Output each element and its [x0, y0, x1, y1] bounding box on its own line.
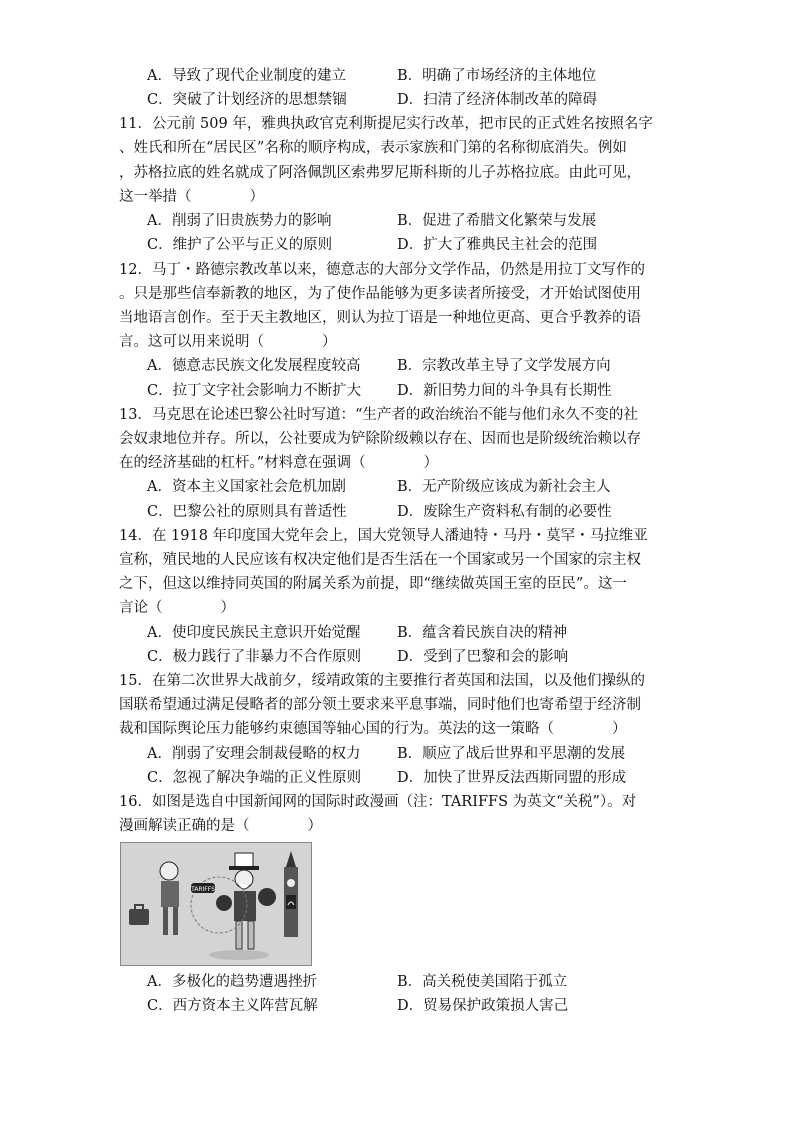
q12-option-d: D．新旧势力间的斗争具有长期性 — [397, 383, 612, 399]
q15-stem-line: 15．在第二次世界大战前夕，绥靖政策的主要推行者英国和法国，以及他们操纵的 — [119, 673, 645, 689]
q14-option-b: B．蕴含着民族自决的精神 — [397, 625, 568, 641]
q15-option-d: D．加快了世界反法西斯同盟的形成 — [397, 770, 627, 786]
q16-option-c: C．西方资本主义阵营瓦解 — [147, 998, 318, 1014]
q14-option-a: A．使印度民族民主意识开始觉醒 — [147, 625, 361, 641]
q16-option-a: A．多极化的趋势遭遇挫折 — [147, 974, 317, 990]
q12-option-b: B．宗教改革主导了文学发展方向 — [397, 358, 611, 374]
q15-stem-line: 国联希望通过满足侵略者的部分领土要求来平息事端，同时他们也寄希望于经济制 — [119, 697, 641, 713]
q13-option-c: C．巴黎公社的原则具有普适性 — [147, 504, 347, 520]
q16-stem-line: 16．如图是选自中国新闻网的国际时政漫画（注：TARIFFS 为英文“关税”）。对 — [119, 794, 637, 810]
q12-stem-line: 12．马丁・路德宗教改革以来，德意志的大部分文学作品，仍然是用拉丁文写作的 — [119, 262, 645, 278]
q11-stem-line: 11．公元前 509 年，雅典执政官克利斯提尼实行改革，把市民的正式姓名按照名字 — [119, 116, 653, 132]
q13-option-a: A．资本主义国家社会危机加剧 — [147, 479, 346, 495]
q14-stem-line: 宣称，殖民地的人民应该有权决定他们是否生活在一个国家或另一个国家的宗主权 — [119, 552, 641, 568]
q15-stem-line: 裁和国际舆论压力能够约束德国等轴心国的行为。英法的这一策略（ ） — [119, 721, 627, 737]
cartoon-tariffs-label: TARIFFS — [191, 886, 215, 893]
q11-option-d: D．扩大了雅典民主社会的范围 — [397, 237, 598, 253]
q15-option-b: B．顺应了战后世界和平思潮的发展 — [397, 746, 626, 762]
q11-stem-line: ，苏格拉底的姓名就成了阿洛佩凯区索弗罗尼斯科斯的儿子苏格拉底。由此可见， — [119, 165, 641, 181]
q10-option-a: A．导致了现代企业制度的建立 — [147, 68, 346, 84]
q11-option-b: B．促进了希腊文化繁荣与发展 — [397, 213, 597, 229]
q13-stem-line: 会奴隶地位并存。所以，公社要成为铲除阶级赖以存在、因而也是阶级统治赖以存 — [119, 431, 641, 447]
q14-stem-line: 之下，但这以维持同英国的附属关系为前提，即“继续做英国王室的臣民”。这一 — [119, 576, 627, 592]
q14-stem-line: 14．在 1918 年印度国大党年会上，国大党领导人潘迪特・马丹・莫罕・马拉维亚 — [119, 528, 648, 544]
q14-stem-line: 言论（ ） — [119, 600, 235, 616]
q12-option-c: C．拉丁文字社会影响力不断扩大 — [147, 383, 362, 399]
q12-option-a: A．德意志民族文化发展程度较高 — [147, 358, 361, 374]
q12-stem-line: 。只是那些信奉新教的地区，为了使作品能够为更多读者所接受，才开始试图使用 — [119, 286, 641, 302]
q12-stem-line: 当地语言创作。至于天主教地区，则认为拉丁语是一种地位更高、更合乎教养的语 — [119, 310, 641, 326]
q16-option-d: D．贸易保护政策损人害己 — [397, 998, 569, 1014]
q13-stem-line: 13．马克思在论述巴黎公社时写道：“生产者的政治统治不能与他们永久不变的社 — [119, 407, 638, 423]
q11-stem-line: 这一举措（ ） — [119, 189, 264, 205]
q13-option-b: B．无产阶级应该成为新社会主人 — [397, 479, 611, 495]
q10-option-b: B．明确了市场经济的主体地位 — [397, 68, 597, 84]
q14-option-c: C．极力践行了非暴力不合作原则 — [147, 649, 362, 665]
q11-stem-line: 、姓氏和所在“居民区”名称的顺序构成，表示家族和门第的名称彻底消失。例如 — [119, 140, 627, 156]
q15-option-a: A．削弱了安理会制裁侵略的权力 — [147, 746, 361, 762]
q13-option-d: D．废除生产资料私有制的必要性 — [397, 504, 612, 520]
q15-option-c: C．忽视了解决争端的正义性原则 — [147, 770, 362, 786]
q16-option-b: B．高关税使美国陷于孤立 — [397, 974, 568, 990]
q13-stem-line: 在的经济基础的杠杆。”材料意在强调（ ） — [119, 455, 439, 471]
q10-option-c: C．突破了计划经济的思想禁锢 — [147, 92, 347, 108]
q11-option-c: C．维护了公平与正义的原则 — [147, 237, 333, 253]
q14-option-d: D．受到了巴黎和会的影响 — [397, 649, 569, 665]
q12-stem-line: 言。这可以用来说明（ ） — [119, 334, 337, 350]
tariff-cartoon-image — [120, 842, 312, 966]
q16-stem-line: 漫画解读正确的是（ ） — [119, 818, 322, 834]
q10-option-d: D．扫清了经济体制改革的障碍 — [397, 92, 598, 108]
q11-option-a: A．削弱了旧贵族势力的影响 — [147, 213, 332, 229]
